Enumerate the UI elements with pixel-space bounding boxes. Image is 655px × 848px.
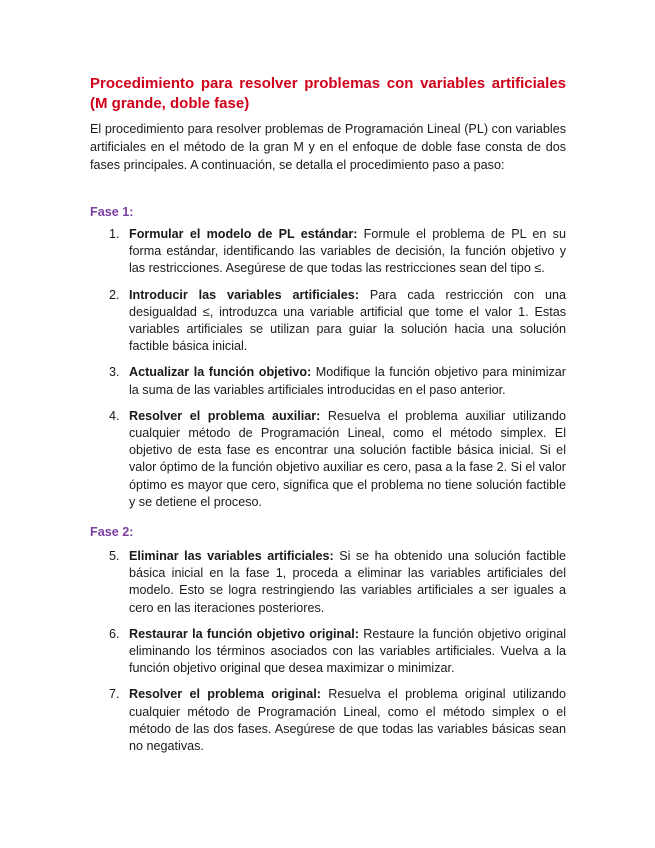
step-lead: Introducir las variables artificiales: [129,287,360,302]
step-text: Restaure la función objetivo original eliminando los términos asociados con las variables artificiales. Vuelva a la función objetivo original que desea maximizar o minimizar. [129,626,566,676]
step-text: Modifique la función objetivo para minimizar la suma de las variables artificiales introducidas en el paso anterior. [129,365,566,397]
step-number: 1. [109,227,120,241]
step-lead: Actualizar la función objetivo: [129,365,312,380]
phase-1-steps [90,226,566,520]
page-title: Procedimiento para resolver problemas con variables artificiales (M grande, doble fase) [90,75,566,112]
step-1 [90,226,566,278]
step-text: Resuelva el problema auxiliar utilizando cualquier método de Programación Lineal, como el método simplex. El objetivo de esta fase es encontrar una solución factible básica inicial. Si el valor óptimo de la función objetivo auxiliar es cero, pasa a la fase 2. Si el valor óptimo es mayor que cero, significa que el problema no tiene solución factible y se detiene el proceso. [129,408,566,509]
intro-paragraph: El procedimiento para resolver problemas de Programación Lineal (PL) con variables artificiales en el método de la gran M y en el enfoque de doble fase consta de dos fases principales. A continuación, se detalla el procedimiento paso a paso: [90,122,566,172]
step-text: Formule el problema de PL en su forma estándar, identificando las variables de decisión, la función objetivo y las restricciones. Asegúrese de que todas las restricciones sean del tipo ≤. [129,227,566,276]
step-lead: Resolver el problema auxiliar: [129,408,321,423]
step-2 [90,287,566,356]
step-lead: Resolver el problema original: [129,687,321,702]
step-4 [90,408,566,511]
step-lead: Restaurar la función objetivo original: [129,626,359,641]
step-number: 2. [109,287,120,302]
step-number: 7. [109,687,120,702]
phase-2-heading: Fase 2: [90,525,134,539]
step-7 [90,686,566,755]
step-text: Resuelva el problema original utilizando cualquier método de Programación Lineal, como el método simplex o el método de las dos fases. Asegúrese de que todas las variables básicas sean no negativas. [129,687,566,754]
phase-1-heading: Fase 1: [90,205,134,219]
step-3 [90,364,566,398]
step-lead: Formular el modelo de PL estándar: [129,227,358,241]
step-lead: Eliminar las variables artificiales: [129,549,334,563]
step-text: Si se ha obtenido una solución factible básica inicial en la fase 1, proceda a eliminar las variables artificiales del modelo. Esto se logra restringiendo las variables artificiales a ser iguales a cero en las iteraciones posteriores. [129,549,566,615]
step-number: 3. [109,365,120,380]
step-text: Para cada restricción con una desigualdad ≤, introduzca una variable artificial que tome el valor 1. Estas variables artificiales se utilizan para guiar la solución hacia una solución factible básica inicial. [129,287,566,354]
step-number: 6. [109,626,120,641]
phase-2-steps [90,548,566,764]
step-number: 5. [109,549,120,563]
step-number: 4. [109,408,120,423]
step-5 [90,548,566,617]
step-6 [90,626,566,678]
